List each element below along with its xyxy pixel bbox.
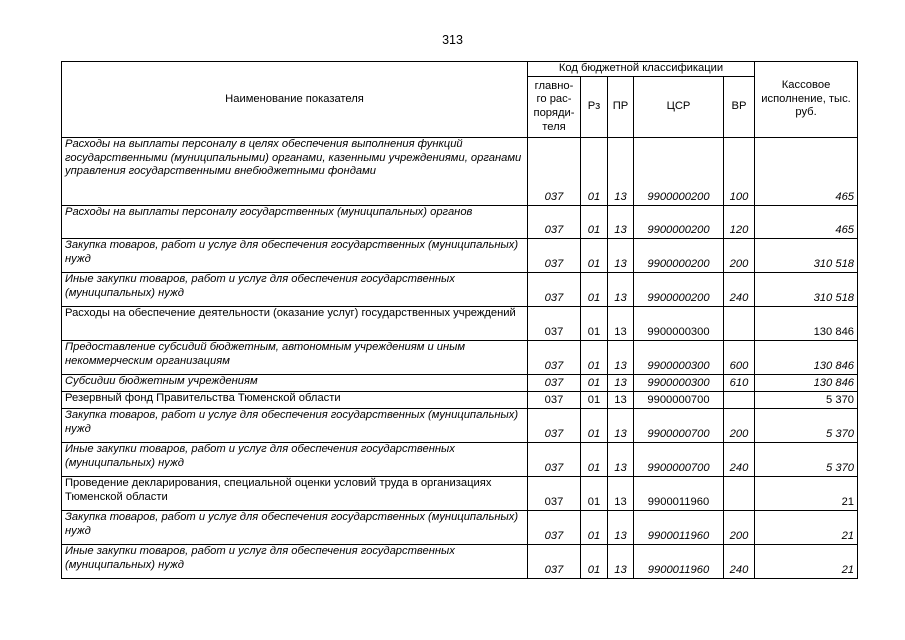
row-name: Расходы на выплаты персоналу в целях обеспечения выполнения функций государственными (муниципальными) органами, казенными учреждениями, органами управления государственными внебюджетными фондами	[62, 138, 528, 206]
row-admin-code: 037	[528, 545, 581, 579]
row-rz: 01	[581, 443, 608, 477]
row-cash-value: 310 518	[755, 273, 858, 307]
header-vr: ВР	[724, 77, 755, 138]
row-pr: 13	[608, 307, 634, 341]
row-rz: 01	[581, 307, 608, 341]
row-cash-value: 5 370	[755, 409, 858, 443]
row-admin-code: 037	[528, 443, 581, 477]
row-rz: 01	[581, 511, 608, 545]
table-row	[62, 545, 858, 579]
row-name: Иные закупки товаров, работ и услуг для обеспечения государственных (муниципальных) нужд	[62, 273, 528, 307]
row-admin-code: 037	[528, 273, 581, 307]
row-csr: 9900000700	[634, 392, 724, 409]
table-row	[62, 511, 858, 545]
budget-table	[61, 61, 858, 579]
row-cash-value: 21	[755, 511, 858, 545]
table-row	[62, 477, 858, 511]
row-cash-value: 130 846	[755, 341, 858, 375]
table-row	[62, 273, 858, 307]
row-name: Проведение декларирования, специальной оценки условий труда в организациях Тюменской области	[62, 477, 528, 511]
row-vr	[724, 477, 755, 511]
row-admin-code: 037	[528, 375, 581, 392]
row-admin-code: 037	[528, 392, 581, 409]
row-name: Иные закупки товаров, работ и услуг для обеспечения государственных (муниципальных) нужд	[62, 443, 528, 477]
row-vr: 200	[724, 239, 755, 273]
header-pr: ПР	[608, 77, 634, 138]
row-csr: 9900000300	[634, 307, 724, 341]
row-csr: 9900000200	[634, 206, 724, 239]
header-csr: ЦСР	[634, 77, 724, 138]
table-row	[62, 392, 858, 409]
row-pr: 13	[608, 206, 634, 239]
row-rz: 01	[581, 273, 608, 307]
table-row	[62, 206, 858, 239]
row-csr: 9900000300	[634, 375, 724, 392]
table-row	[62, 307, 858, 341]
table-row	[62, 341, 858, 375]
row-name: Предоставление субсидий бюджетным, автономным учреждениям и иным некоммерческим организациям	[62, 341, 528, 375]
row-admin-code: 037	[528, 239, 581, 273]
row-name: Расходы на выплаты персоналу государственных (муниципальных) органов	[62, 206, 528, 239]
row-vr: 600	[724, 341, 755, 375]
row-csr: 9900000200	[634, 138, 724, 206]
row-name: Резервный фонд Правительства Тюменской области	[62, 392, 528, 409]
table-row	[62, 138, 858, 206]
row-rz: 01	[581, 375, 608, 392]
page-number: 313	[442, 33, 463, 47]
header-code-group: Код бюджетной классификации	[528, 62, 755, 77]
row-admin-code: 037	[528, 206, 581, 239]
row-pr: 13	[608, 409, 634, 443]
row-admin-code: 037	[528, 477, 581, 511]
table-header	[62, 62, 858, 138]
row-cash-value: 5 370	[755, 443, 858, 477]
row-rz: 01	[581, 477, 608, 511]
row-vr: 200	[724, 409, 755, 443]
row-admin-code: 037	[528, 341, 581, 375]
row-csr: 9900000700	[634, 443, 724, 477]
table-row	[62, 409, 858, 443]
row-vr: 240	[724, 443, 755, 477]
row-vr: 240	[724, 545, 755, 579]
row-cash-value: 21	[755, 477, 858, 511]
table-row	[62, 239, 858, 273]
row-pr: 13	[608, 443, 634, 477]
row-pr: 13	[608, 273, 634, 307]
row-name: Закупка товаров, работ и услуг для обеспечения государственных (муниципальных) нужд	[62, 409, 528, 443]
row-rz: 01	[581, 392, 608, 409]
row-cash-value: 465	[755, 206, 858, 239]
row-vr	[724, 307, 755, 341]
row-pr: 13	[608, 375, 634, 392]
row-rz: 01	[581, 138, 608, 206]
row-cash-value: 310 518	[755, 239, 858, 273]
row-admin-code: 037	[528, 307, 581, 341]
header-admin: главно-го рас-поряди-теля	[528, 77, 581, 138]
row-cash-value: 5 370	[755, 392, 858, 409]
table-row	[62, 443, 858, 477]
row-name: Субсидии бюджетным учреждениям	[62, 375, 528, 392]
row-rz: 01	[581, 206, 608, 239]
row-pr: 13	[608, 341, 634, 375]
row-cash-value: 130 846	[755, 375, 858, 392]
row-csr: 9900000200	[634, 239, 724, 273]
row-csr: 9900000700	[634, 409, 724, 443]
row-vr: 200	[724, 511, 755, 545]
table-row	[62, 375, 858, 392]
row-rz: 01	[581, 341, 608, 375]
header-name: Наименование показателя	[62, 62, 528, 138]
header-rz: Рз	[581, 77, 608, 138]
row-pr: 13	[608, 477, 634, 511]
row-cash-value: 465	[755, 138, 858, 206]
row-name: Закупка товаров, работ и услуг для обеспечения государственных (муниципальных) нужд	[62, 511, 528, 545]
row-pr: 13	[608, 239, 634, 273]
row-rz: 01	[581, 409, 608, 443]
row-admin-code: 037	[528, 409, 581, 443]
row-pr: 13	[608, 511, 634, 545]
row-name: Иные закупки товаров, работ и услуг для обеспечения государственных (муниципальных) нужд	[62, 545, 528, 579]
row-csr: 9900011960	[634, 511, 724, 545]
row-csr: 9900000300	[634, 341, 724, 375]
row-cash-value: 21	[755, 545, 858, 579]
row-vr: 120	[724, 206, 755, 239]
row-name: Закупка товаров, работ и услуг для обеспечения государственных (муниципальных) нужд	[62, 239, 528, 273]
table-body	[62, 138, 858, 579]
row-name: Расходы на обеспечение деятельности (оказание услуг) государственных учреждений	[62, 307, 528, 341]
row-vr	[724, 392, 755, 409]
row-vr: 240	[724, 273, 755, 307]
row-admin-code: 037	[528, 138, 581, 206]
row-pr: 13	[608, 138, 634, 206]
row-rz: 01	[581, 545, 608, 579]
row-cash-value: 130 846	[755, 307, 858, 341]
row-csr: 9900011960	[634, 545, 724, 579]
row-vr: 100	[724, 138, 755, 206]
row-vr: 610	[724, 375, 755, 392]
row-pr: 13	[608, 392, 634, 409]
row-admin-code: 037	[528, 511, 581, 545]
row-csr: 9900011960	[634, 477, 724, 511]
header-cash: Кассовое исполнение, тыс. руб.	[755, 62, 858, 138]
row-pr: 13	[608, 545, 634, 579]
row-rz: 01	[581, 239, 608, 273]
row-csr: 9900000200	[634, 273, 724, 307]
